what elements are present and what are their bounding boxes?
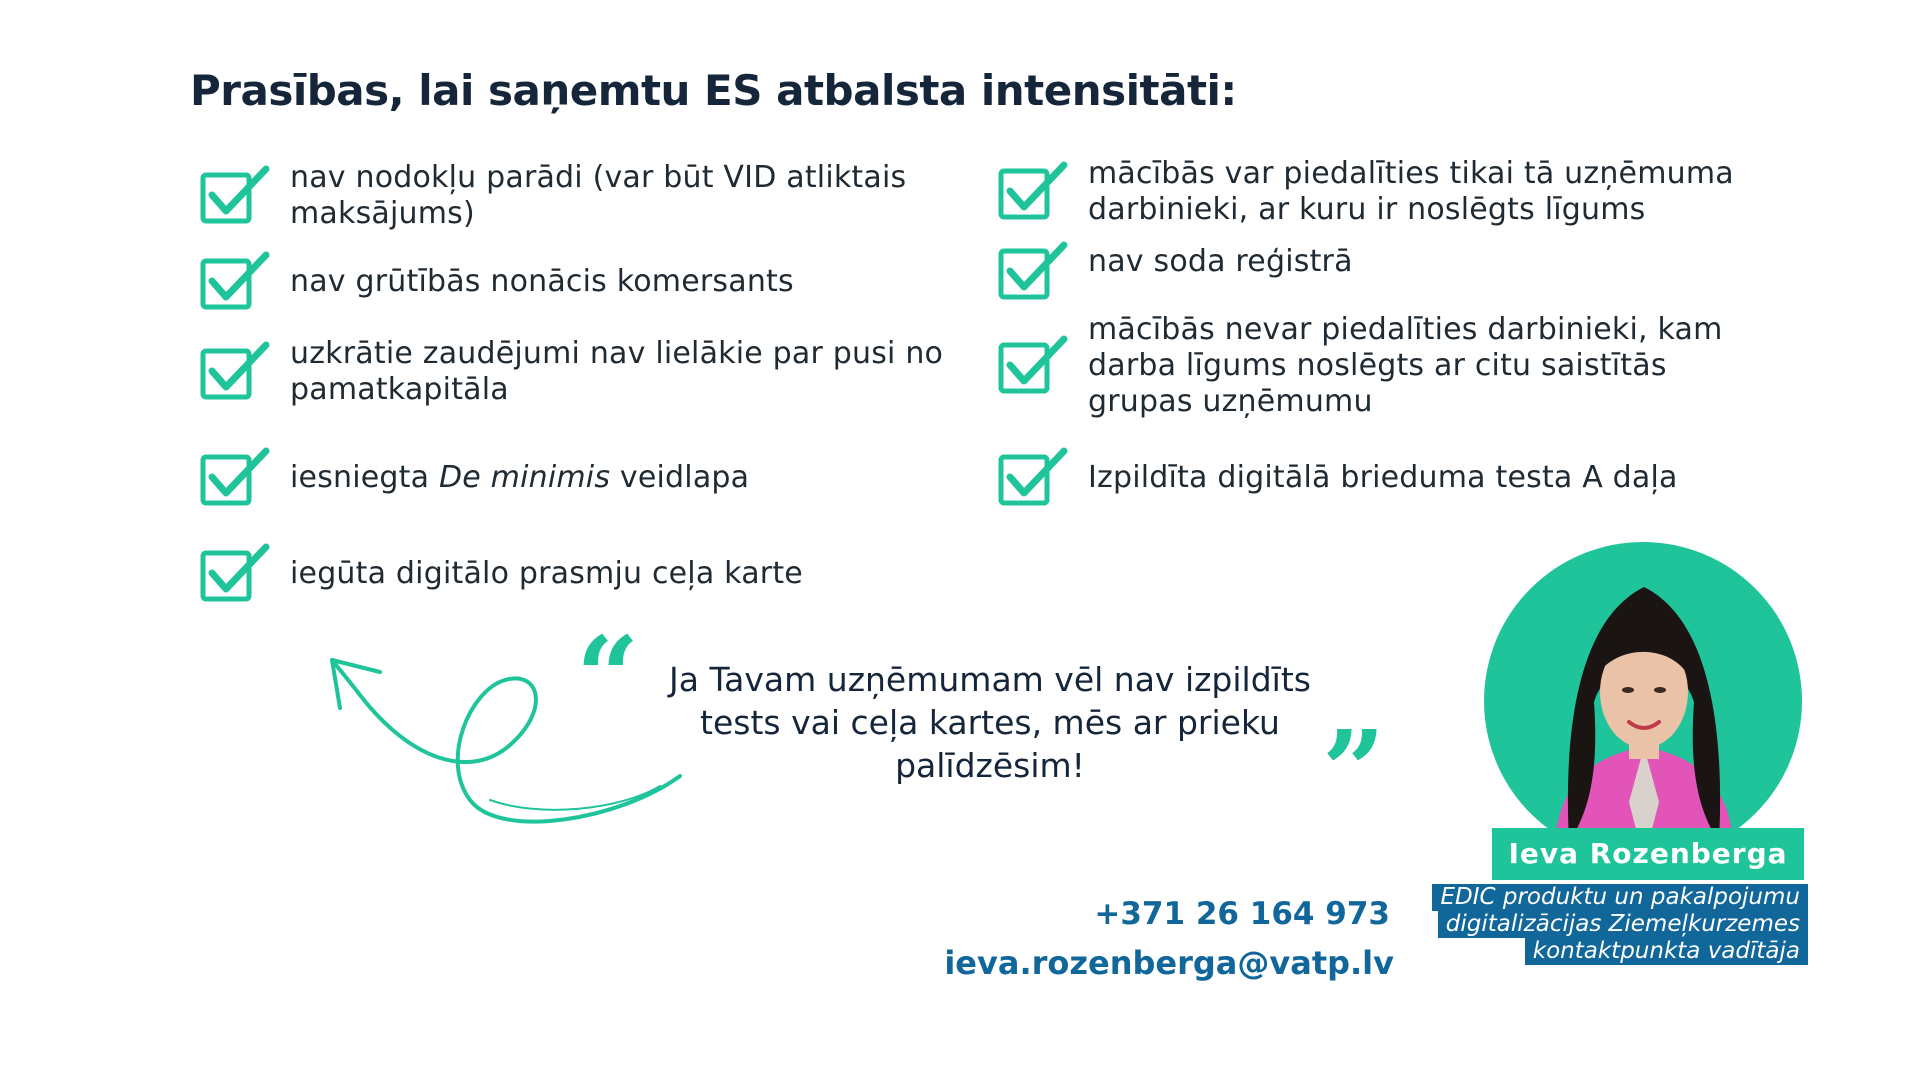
requirement-text: iesniegta De minimis veidlapa (290, 460, 750, 495)
requirement-item (200, 446, 749, 510)
open-quote-mark: “ (576, 612, 640, 741)
requirement-item (998, 154, 1734, 230)
requirement-item (200, 158, 906, 234)
requirement-item (200, 542, 803, 606)
check-square-icon (200, 251, 272, 313)
check-square-icon (200, 165, 272, 227)
check-square-icon (998, 447, 1070, 509)
contact-email[interactable]: ieva.rozenberga@vatp.lv (944, 944, 1394, 982)
requirement-text: mācībās nevar piedalīties darbinieki, kam darba līgums noslēgts ar citu saistītās grupas uzņēmumu (1088, 312, 1723, 419)
role-line: EDIC produktu un pakalpojumu (1432, 884, 1808, 911)
requirement-item (998, 240, 1353, 304)
check-square-icon (998, 335, 1070, 397)
requirement-text: nav soda reģistrā (1088, 244, 1353, 279)
role-line: digitalizācijas Ziemeļkurzemes (1438, 911, 1808, 938)
check-square-icon (200, 543, 272, 605)
check-square-icon (998, 241, 1070, 303)
requirement-text: uzkrātie zaudējumi nav lielākie par pusi no pamatkapitāla (290, 336, 944, 407)
requirement-text: iegūta digitālo prasmju ceļa karte (290, 556, 803, 591)
check-square-icon (998, 161, 1070, 223)
requirement-text: nav grūtībās nonācis komersants (290, 264, 794, 299)
contact-role-badge (1432, 884, 1808, 965)
requirement-item (200, 334, 943, 410)
contact-phone[interactable]: +371 26 164 973 (1094, 896, 1390, 932)
requirement-text: nav nodokļu parādi (var būt VID atliktais maksājums) (290, 160, 907, 231)
requirement-text: Izpildīta digitālā brieduma testa A daļa (1088, 460, 1678, 495)
requirement-text: mācībās var piedalīties tikai tā uzņēmuma darbinieki, ar kuru ir noslēgts līgums (1088, 156, 1734, 227)
requirement-item (998, 310, 1723, 422)
requirement-item (200, 250, 794, 314)
person-avatar-icon (1484, 542, 1802, 860)
contact-name-badge: Ieva Rozenberga (1492, 828, 1804, 880)
check-square-icon (200, 341, 272, 403)
quote-text: Ja Tavam uzņēmumam vēl nav izpildīts tests vai ceļa kartes, mēs ar prieku palīdzēsim! (669, 660, 1311, 785)
role-line: kontaktpunkta vadītāja (1525, 938, 1808, 965)
requirement-item (998, 446, 1678, 510)
check-square-icon (200, 447, 272, 509)
close-quote-mark: ” (1322, 706, 1386, 835)
page-title: Prasības, lai saņemtu ES atbalsta intensitāti: (190, 66, 1237, 115)
